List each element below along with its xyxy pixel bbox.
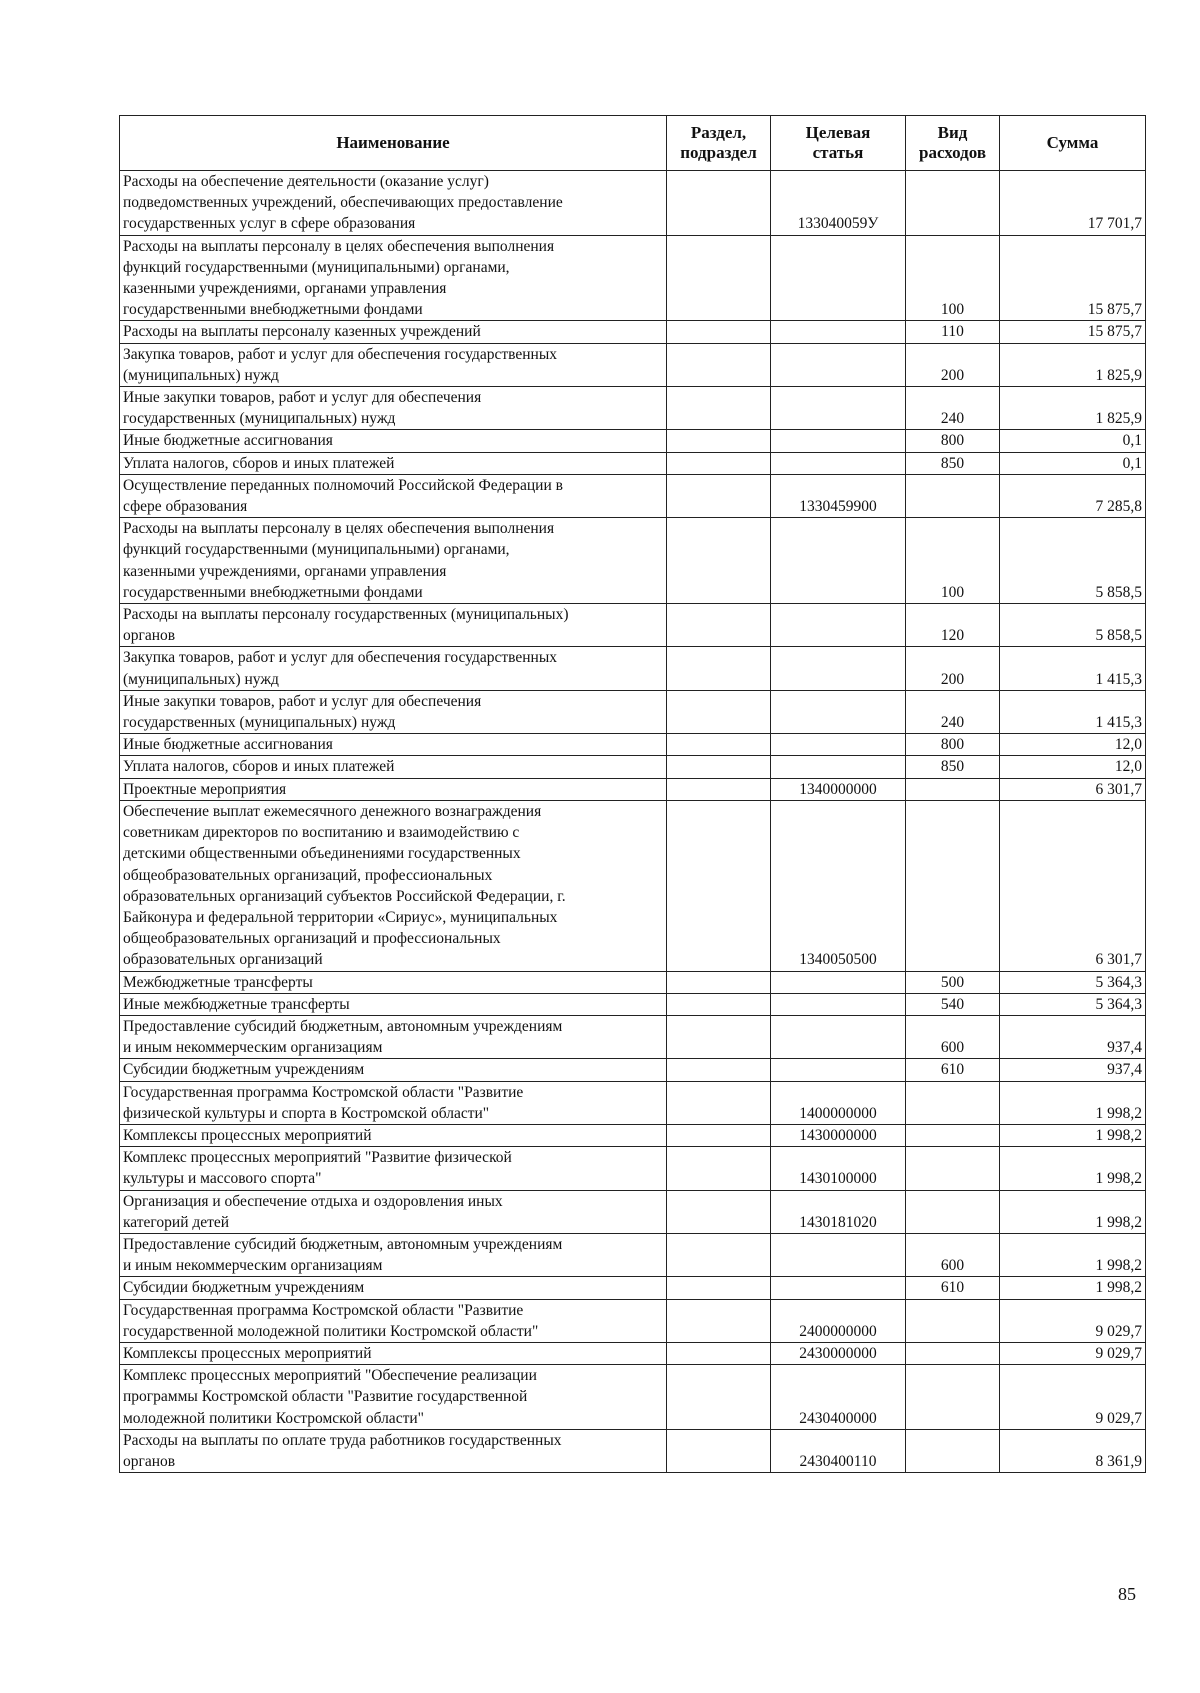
- cell-name: Расходы на выплаты персоналу казенных учреждений: [120, 321, 667, 343]
- cell-section: [667, 1365, 771, 1430]
- cell-section: [667, 1233, 771, 1276]
- cell-section: [667, 647, 771, 690]
- cell-target: 1400000000: [771, 1081, 906, 1124]
- cell-name: Комплексы процессных мероприятий: [120, 1342, 667, 1364]
- cell-sum: 5 858,5: [1000, 518, 1146, 604]
- cell-target: 1430000000: [771, 1124, 906, 1146]
- cell-type: [906, 1429, 1000, 1472]
- cell-target: [771, 235, 906, 321]
- table-body: [120, 171, 1146, 1473]
- cell-type: [906, 800, 1000, 971]
- table-row: [120, 321, 1146, 343]
- cell-name: Государственная программа Костромской области "Развитие государственной молодежной политики Костромской области": [120, 1299, 667, 1342]
- cell-target: [771, 1233, 906, 1276]
- cell-name: Комплекс процессных мероприятий "Обеспечение реализации программы Костромской области "Развитие государственной молодежной политики Костромской области": [120, 1365, 667, 1430]
- cell-type: 240: [906, 690, 1000, 733]
- table-row: [120, 800, 1146, 971]
- cell-name: Комплекс процессных мероприятий "Развитие физической культуры и массового спорта": [120, 1147, 667, 1190]
- cell-section: [667, 171, 771, 236]
- cell-target: [771, 1059, 906, 1081]
- cell-sum: 9 029,7: [1000, 1365, 1146, 1430]
- cell-type: [906, 1190, 1000, 1233]
- cell-sum: 1 998,2: [1000, 1233, 1146, 1276]
- cell-section: [667, 474, 771, 517]
- cell-name: Расходы на выплаты персоналу в целях обеспечения выполнения функций государственными (муниципальными) органами, казенными учреждениями, органами управления государственными внебюджетными фондами: [120, 235, 667, 321]
- table-row: [120, 1429, 1146, 1472]
- cell-target: [771, 971, 906, 993]
- cell-target: 133040059У: [771, 171, 906, 236]
- header-section: Раздел, подраздел: [667, 116, 771, 171]
- cell-section: [667, 1059, 771, 1081]
- cell-type: [906, 1147, 1000, 1190]
- cell-target: 2400000000: [771, 1299, 906, 1342]
- cell-section: [667, 430, 771, 452]
- cell-name: Государственная программа Костромской области "Развитие физической культуры и спорта в Костромской области": [120, 1081, 667, 1124]
- cell-name: Иные закупки товаров, работ и услуг для обеспечения государственных (муниципальных) нужд: [120, 690, 667, 733]
- cell-type: 100: [906, 518, 1000, 604]
- table-row: [120, 647, 1146, 690]
- budget-table: [119, 115, 1146, 1473]
- header-target: Целевая статья: [771, 116, 906, 171]
- cell-target: 2430400000: [771, 1365, 906, 1430]
- cell-type: 200: [906, 647, 1000, 690]
- table-row: [120, 235, 1146, 321]
- cell-sum: 1 415,3: [1000, 690, 1146, 733]
- cell-name: Расходы на обеспечение деятельности (оказание услуг) подведомственных учреждений, обеспечивающих предоставление государственных услуг в сфере образования: [120, 171, 667, 236]
- header-type: Вид расходов: [906, 116, 1000, 171]
- table-row: [120, 343, 1146, 386]
- cell-name: Субсидии бюджетным учреждениям: [120, 1277, 667, 1299]
- cell-target: [771, 1277, 906, 1299]
- cell-type: 500: [906, 971, 1000, 993]
- cell-sum: 937,4: [1000, 1015, 1146, 1058]
- table-row: [120, 171, 1146, 236]
- cell-section: [667, 235, 771, 321]
- cell-sum: 15 875,7: [1000, 321, 1146, 343]
- table-row: [120, 1277, 1146, 1299]
- cell-sum: 1 998,2: [1000, 1081, 1146, 1124]
- cell-sum: 1 825,9: [1000, 343, 1146, 386]
- cell-target: [771, 452, 906, 474]
- cell-target: [771, 343, 906, 386]
- cell-target: [771, 430, 906, 452]
- cell-name: Предоставление субсидий бюджетным, автономным учреждениям и иным некоммерческим организациям: [120, 1015, 667, 1058]
- cell-section: [667, 1429, 771, 1472]
- cell-section: [667, 690, 771, 733]
- cell-name: Предоставление субсидий бюджетным, автономным учреждениям и иным некоммерческим организациям: [120, 1233, 667, 1276]
- cell-type: [906, 171, 1000, 236]
- cell-type: [906, 1124, 1000, 1146]
- table-row: [120, 387, 1146, 430]
- cell-sum: 1 825,9: [1000, 387, 1146, 430]
- cell-name: Субсидии бюджетным учреждениям: [120, 1059, 667, 1081]
- cell-name: Иные бюджетные ассигнования: [120, 430, 667, 452]
- table-row: [120, 1190, 1146, 1233]
- cell-section: [667, 452, 771, 474]
- cell-target: [771, 604, 906, 647]
- cell-name: Организация и обеспечение отдыха и оздоровления иных категорий детей: [120, 1190, 667, 1233]
- cell-section: [667, 1190, 771, 1233]
- table-row: [120, 971, 1146, 993]
- cell-type: 110: [906, 321, 1000, 343]
- table-row: [120, 1342, 1146, 1364]
- table-row: [120, 1233, 1146, 1276]
- table-row: [120, 604, 1146, 647]
- cell-section: [667, 1277, 771, 1299]
- cell-section: [667, 756, 771, 778]
- cell-target: 1430181020: [771, 1190, 906, 1233]
- cell-target: [771, 387, 906, 430]
- cell-sum: 17 701,7: [1000, 171, 1146, 236]
- cell-section: [667, 971, 771, 993]
- table-row: [120, 734, 1146, 756]
- cell-sum: 7 285,8: [1000, 474, 1146, 517]
- cell-target: [771, 1015, 906, 1058]
- table-row: [120, 1059, 1146, 1081]
- cell-name: Уплата налогов, сборов и иных платежей: [120, 452, 667, 474]
- cell-type: 800: [906, 430, 1000, 452]
- cell-section: [667, 1015, 771, 1058]
- table-header-row: [120, 116, 1146, 171]
- table-row: [120, 993, 1146, 1015]
- cell-section: [667, 800, 771, 971]
- cell-sum: 937,4: [1000, 1059, 1146, 1081]
- table-row: [120, 1015, 1146, 1058]
- cell-section: [667, 778, 771, 800]
- cell-type: 540: [906, 993, 1000, 1015]
- cell-name: Комплексы процессных мероприятий: [120, 1124, 667, 1146]
- table-row: [120, 1081, 1146, 1124]
- cell-sum: 5 364,3: [1000, 993, 1146, 1015]
- cell-type: [906, 474, 1000, 517]
- cell-type: 600: [906, 1015, 1000, 1058]
- cell-sum: 8 361,9: [1000, 1429, 1146, 1472]
- cell-target: [771, 690, 906, 733]
- table-row: [120, 452, 1146, 474]
- cell-sum: 12,0: [1000, 734, 1146, 756]
- cell-type: 800: [906, 734, 1000, 756]
- cell-sum: 0,1: [1000, 430, 1146, 452]
- header-sum: Сумма: [1000, 116, 1146, 171]
- cell-sum: 9 029,7: [1000, 1342, 1146, 1364]
- cell-type: 610: [906, 1277, 1000, 1299]
- cell-type: 240: [906, 387, 1000, 430]
- cell-type: [906, 1342, 1000, 1364]
- cell-target: 1330459900: [771, 474, 906, 517]
- cell-section: [667, 1081, 771, 1124]
- cell-sum: 12,0: [1000, 756, 1146, 778]
- cell-sum: 1 998,2: [1000, 1147, 1146, 1190]
- cell-target: 2430400110: [771, 1429, 906, 1472]
- cell-target: [771, 321, 906, 343]
- cell-name: Расходы на выплаты персоналу государственных (муниципальных) органов: [120, 604, 667, 647]
- cell-sum: 6 301,7: [1000, 778, 1146, 800]
- cell-type: 610: [906, 1059, 1000, 1081]
- cell-name: Уплата налогов, сборов и иных платежей: [120, 756, 667, 778]
- table-row: [120, 778, 1146, 800]
- cell-sum: 5 364,3: [1000, 971, 1146, 993]
- cell-name: Обеспечение выплат ежемесячного денежного вознаграждения советникам директоров по воспитанию и взаимодействию с детскими общественными объединениями государственных общеобразовательных организаций, профессиональных образовательных организаций субъектов Российской Федерации, г. Байконура и федеральной территории «Сириус», муниципальных общеобразовательных организаций и профессиональных образовательных организаций: [120, 800, 667, 971]
- cell-section: [667, 321, 771, 343]
- cell-name: Иные межбюджетные трансферты: [120, 993, 667, 1015]
- cell-sum: 9 029,7: [1000, 1299, 1146, 1342]
- cell-type: 850: [906, 756, 1000, 778]
- table-row: [120, 430, 1146, 452]
- cell-name: Расходы на выплаты по оплате труда работников государственных органов: [120, 1429, 667, 1472]
- cell-name: Расходы на выплаты персоналу в целях обеспечения выполнения функций государственными (муниципальными) органами, казенными учреждениями, органами управления государственными внебюджетными фондами: [120, 518, 667, 604]
- cell-section: [667, 343, 771, 386]
- cell-sum: 15 875,7: [1000, 235, 1146, 321]
- cell-name: Закупка товаров, работ и услуг для обеспечения государственных (муниципальных) нужд: [120, 343, 667, 386]
- cell-section: [667, 1147, 771, 1190]
- cell-type: [906, 1081, 1000, 1124]
- table-row: [120, 690, 1146, 733]
- cell-type: [906, 778, 1000, 800]
- header-name: Наименование: [120, 116, 667, 171]
- table-row: [120, 474, 1146, 517]
- cell-sum: 0,1: [1000, 452, 1146, 474]
- cell-section: [667, 1299, 771, 1342]
- cell-type: 200: [906, 343, 1000, 386]
- cell-name: Иные закупки товаров, работ и услуг для обеспечения государственных (муниципальных) нужд: [120, 387, 667, 430]
- cell-name: Иные бюджетные ассигнования: [120, 734, 667, 756]
- cell-target: 1340000000: [771, 778, 906, 800]
- cell-type: 600: [906, 1233, 1000, 1276]
- page-number: 85: [1118, 1584, 1136, 1604]
- table-row: [120, 518, 1146, 604]
- cell-sum: 6 301,7: [1000, 800, 1146, 971]
- cell-sum: 1 998,2: [1000, 1190, 1146, 1233]
- cell-name: Осуществление переданных полномочий Российской Федерации в сфере образования: [120, 474, 667, 517]
- cell-type: 120: [906, 604, 1000, 647]
- cell-target: [771, 756, 906, 778]
- cell-type: 100: [906, 235, 1000, 321]
- cell-target: [771, 518, 906, 604]
- cell-name: Проектные мероприятия: [120, 778, 667, 800]
- cell-target: 1340050500: [771, 800, 906, 971]
- cell-sum: 1 415,3: [1000, 647, 1146, 690]
- cell-type: [906, 1365, 1000, 1430]
- cell-type: [906, 1299, 1000, 1342]
- table-row: [120, 1299, 1146, 1342]
- cell-section: [667, 518, 771, 604]
- cell-section: [667, 387, 771, 430]
- cell-section: [667, 1342, 771, 1364]
- cell-section: [667, 734, 771, 756]
- cell-target: 1430100000: [771, 1147, 906, 1190]
- cell-section: [667, 1124, 771, 1146]
- cell-sum: 5 858,5: [1000, 604, 1146, 647]
- cell-target: 2430000000: [771, 1342, 906, 1364]
- cell-sum: 1 998,2: [1000, 1124, 1146, 1146]
- table-row: [120, 756, 1146, 778]
- cell-section: [667, 993, 771, 1015]
- cell-section: [667, 604, 771, 647]
- cell-target: [771, 734, 906, 756]
- cell-name: Закупка товаров, работ и услуг для обеспечения государственных (муниципальных) нужд: [120, 647, 667, 690]
- table-row: [120, 1147, 1146, 1190]
- table-row: [120, 1124, 1146, 1146]
- table-row: [120, 1365, 1146, 1430]
- cell-name: Межбюджетные трансферты: [120, 971, 667, 993]
- cell-target: [771, 647, 906, 690]
- cell-type: 850: [906, 452, 1000, 474]
- cell-target: [771, 993, 906, 1015]
- cell-sum: 1 998,2: [1000, 1277, 1146, 1299]
